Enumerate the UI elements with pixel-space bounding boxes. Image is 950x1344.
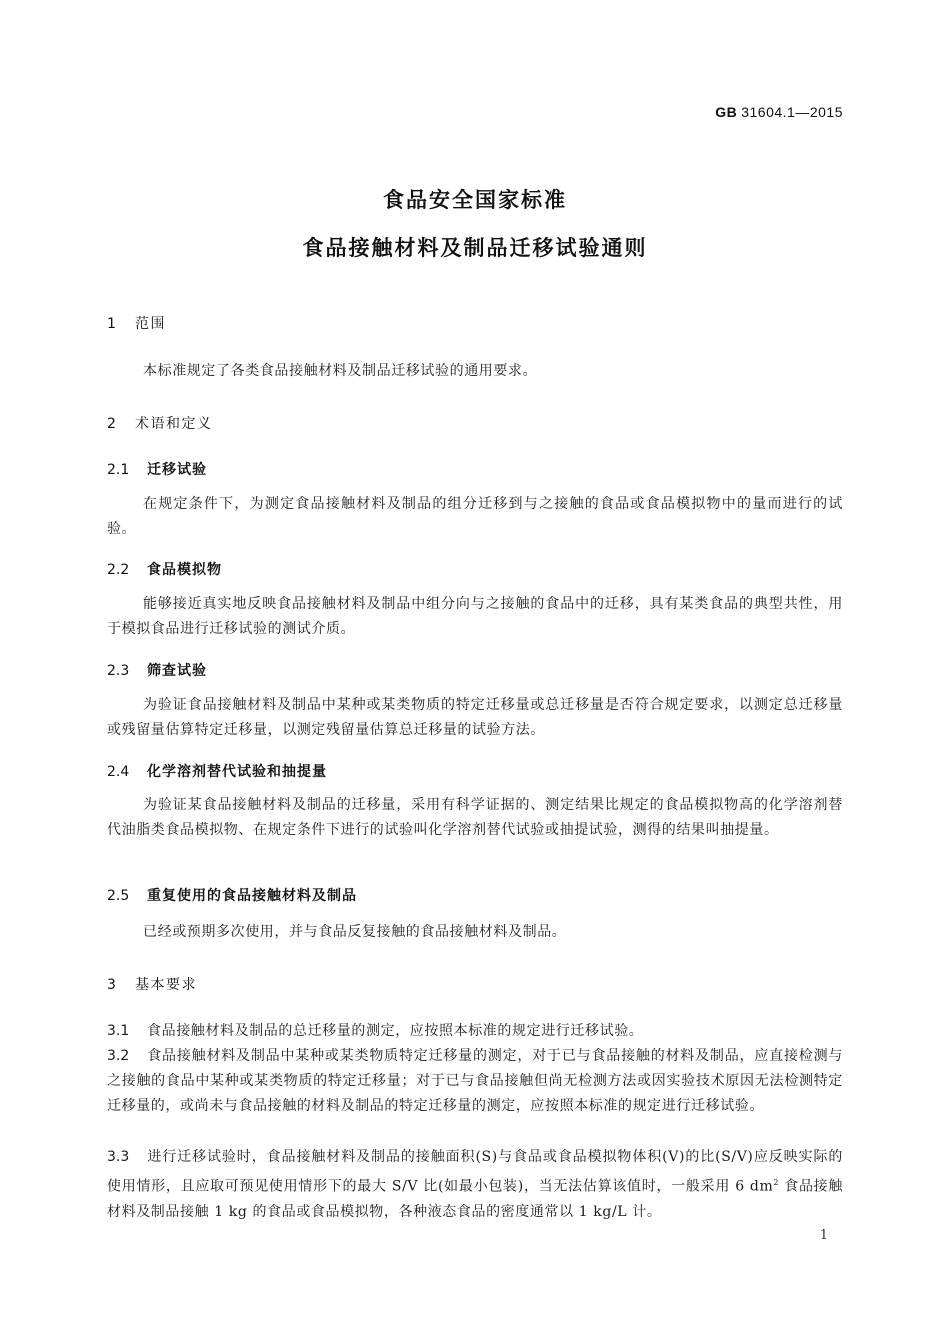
section-2-3-body: 为验证食品接触材料及制品中某种或某类物质的特定迁移量或总迁移量是否符合规定要求，以测定总迁移量或残留量估算特定迁移量，以测定残留量估算总迁移量的试验方法。 xyxy=(107,697,843,738)
clause-number: 3.3 xyxy=(107,1149,130,1165)
section-number: 2.2 xyxy=(107,562,130,578)
clause-text-part-b: 食品接触材料及制品接触 1 kg 的食品或食品模拟物，各种液态食品的密度通常以 1 kg/L 计。 xyxy=(107,1178,843,1220)
clause-text: 食品接触材料及制品的总迁移量的测定，应按照本标准的规定进行迁移试验。 xyxy=(147,1023,644,1039)
section-heading-2-2 xyxy=(107,559,222,579)
section-heading-2-1 xyxy=(107,459,207,479)
section-2-1-body: 在规定条件下，为测定食品接触材料及制品的组分迁移到与之接触的食品或食品模拟物中的量而进行的试验。 xyxy=(107,496,843,537)
standard-code xyxy=(715,104,843,120)
document-title-line2: 食品接触材料及制品迁移试验通则 xyxy=(302,236,648,260)
section-2-2-body: 能够接近真实地反映食品接触材料及制品中组分向与之接触的食品中的迁移，具有某类食品的典型共性，用于模拟食品进行迁移试验的测试介质。 xyxy=(107,596,843,637)
section-heading-1 xyxy=(107,313,166,333)
clause-3-3 xyxy=(107,1145,843,1225)
section-number: 1 xyxy=(107,316,116,332)
section-number: 2.4 xyxy=(107,764,130,780)
clause-3-2 xyxy=(107,1044,843,1119)
clause-text: 食品接触材料及制品中某种或某类物质特定迁移量的测定，对于已与食品接触的材料及制品，应直接检测与之接触的食品中某种或某类物质的特定迁移量；对于已与食品接触但尚无检测方法或因实验技术原因无法检测特定迁移量的，或尚未与食品接触的材料及制品的特定迁移量的测定，应按照本标准的规定进行迁移试验。 xyxy=(107,1048,843,1114)
section-heading-2-5 xyxy=(107,885,357,905)
clause-number: 3.1 xyxy=(107,1023,130,1039)
standard-code-number: 31604.1—2015 xyxy=(741,104,843,120)
section-title: 筛查试验 xyxy=(147,663,207,679)
section-number: 2.3 xyxy=(107,663,130,679)
section-heading-2 xyxy=(107,413,213,433)
standard-code-prefix: GB xyxy=(715,104,738,120)
section-2-5-body: 已经或预期多次使用，并与食品反复接触的食品接触材料及制品。 xyxy=(143,924,567,940)
section-heading-3 xyxy=(107,974,197,994)
section-title: 重复使用的食品接触材料及制品 xyxy=(147,888,357,904)
section-title: 食品模拟物 xyxy=(147,562,222,578)
section-title: 术语和定义 xyxy=(135,416,213,432)
section-title: 迁移试验 xyxy=(147,462,207,478)
clause-number: 3.2 xyxy=(107,1048,130,1064)
section-2-4-body: 为验证某食品接触材料及制品的迁移量，采用有科学证据的、测定结果比规定的食品模拟物高的化学溶剂替代油脂类食品模拟物、在规定条件下进行的试验叫化学溶剂替代试验或抽提试验，测得的结果叫抽提量。 xyxy=(107,797,843,838)
section-number: 2 xyxy=(107,416,116,432)
section-title: 基本要求 xyxy=(135,977,197,993)
page-number: 1 xyxy=(819,1228,828,1243)
section-title: 化学溶剂替代试验和抽提量 xyxy=(147,764,327,780)
document-title-line1: 食品安全国家标准 xyxy=(383,188,567,212)
section-title: 范围 xyxy=(135,316,166,332)
section-heading-2-3 xyxy=(107,660,207,680)
clause-3-1 xyxy=(107,1019,843,1044)
section-heading-2-4 xyxy=(107,761,327,781)
section-number: 3 xyxy=(107,977,116,993)
section-number: 2.1 xyxy=(107,462,130,478)
clause-text-part-a: 进行迁移试验时，食品接触材料及制品的接触面积(S)与食品或食品模拟物体积(V)的比(S/V)应反映实际的使用情形，且应取可预见使用情形下的最大 S/V 比(如最小包装)，当无法估算该值时，一般采用 6 dm xyxy=(107,1149,843,1195)
section-1-body: 本标准规定了各类食品接触材料及制品迁移试验的通用要求。 xyxy=(143,363,538,379)
superscript-exponent: 2 xyxy=(773,1178,780,1187)
section-number: 2.5 xyxy=(107,888,130,904)
